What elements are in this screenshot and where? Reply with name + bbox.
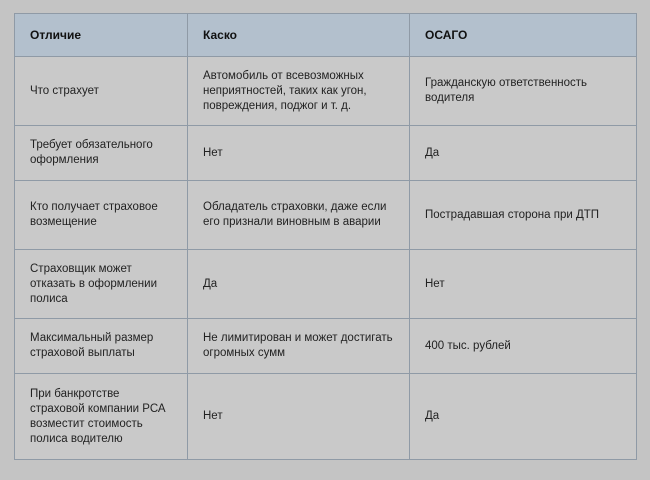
cell-kasko: Автомобиль от всевозможных неприятностей, таких как угон, повреждения, поджог и т. д.	[188, 57, 410, 126]
cell-difference: Что страхует	[15, 57, 188, 126]
table-row	[15, 319, 637, 374]
table-row	[15, 57, 637, 126]
cell-difference: Кто получает страховое возмещение	[15, 181, 188, 250]
table-body	[15, 57, 637, 460]
cell-kasko: Да	[188, 250, 410, 319]
cell-kasko: Нет	[188, 126, 410, 181]
header-difference: Отличие	[15, 14, 188, 57]
table-row	[15, 374, 637, 460]
comparison-table	[14, 13, 637, 460]
cell-osago: 400 тыс. рублей	[410, 319, 637, 374]
header-row	[15, 14, 637, 57]
header-kasko: Каско	[188, 14, 410, 57]
table-row	[15, 181, 637, 250]
cell-osago: Гражданскую ответственность водителя	[410, 57, 637, 126]
cell-kasko: Нет	[188, 374, 410, 460]
cell-difference: При банкротстве страховой компании РСА возместит стоимость полиса водителю	[15, 374, 188, 460]
cell-kasko: Обладатель страховки, даже если его признали виновным в аварии	[188, 181, 410, 250]
cell-osago: Да	[410, 126, 637, 181]
table-row	[15, 126, 637, 181]
cell-osago: Нет	[410, 250, 637, 319]
cell-difference: Максимальный размер страховой выплаты	[15, 319, 188, 374]
cell-difference: Требует обязательного оформления	[15, 126, 188, 181]
cell-difference: Страховщик может отказать в оформлении полиса	[15, 250, 188, 319]
table-header	[15, 14, 637, 57]
header-osago: ОСАГО	[410, 14, 637, 57]
cell-kasko: Не лимитирован и может достигать огромных сумм	[188, 319, 410, 374]
cell-osago: Пострадавшая сторона при ДТП	[410, 181, 637, 250]
table-row	[15, 250, 637, 319]
cell-osago: Да	[410, 374, 637, 460]
